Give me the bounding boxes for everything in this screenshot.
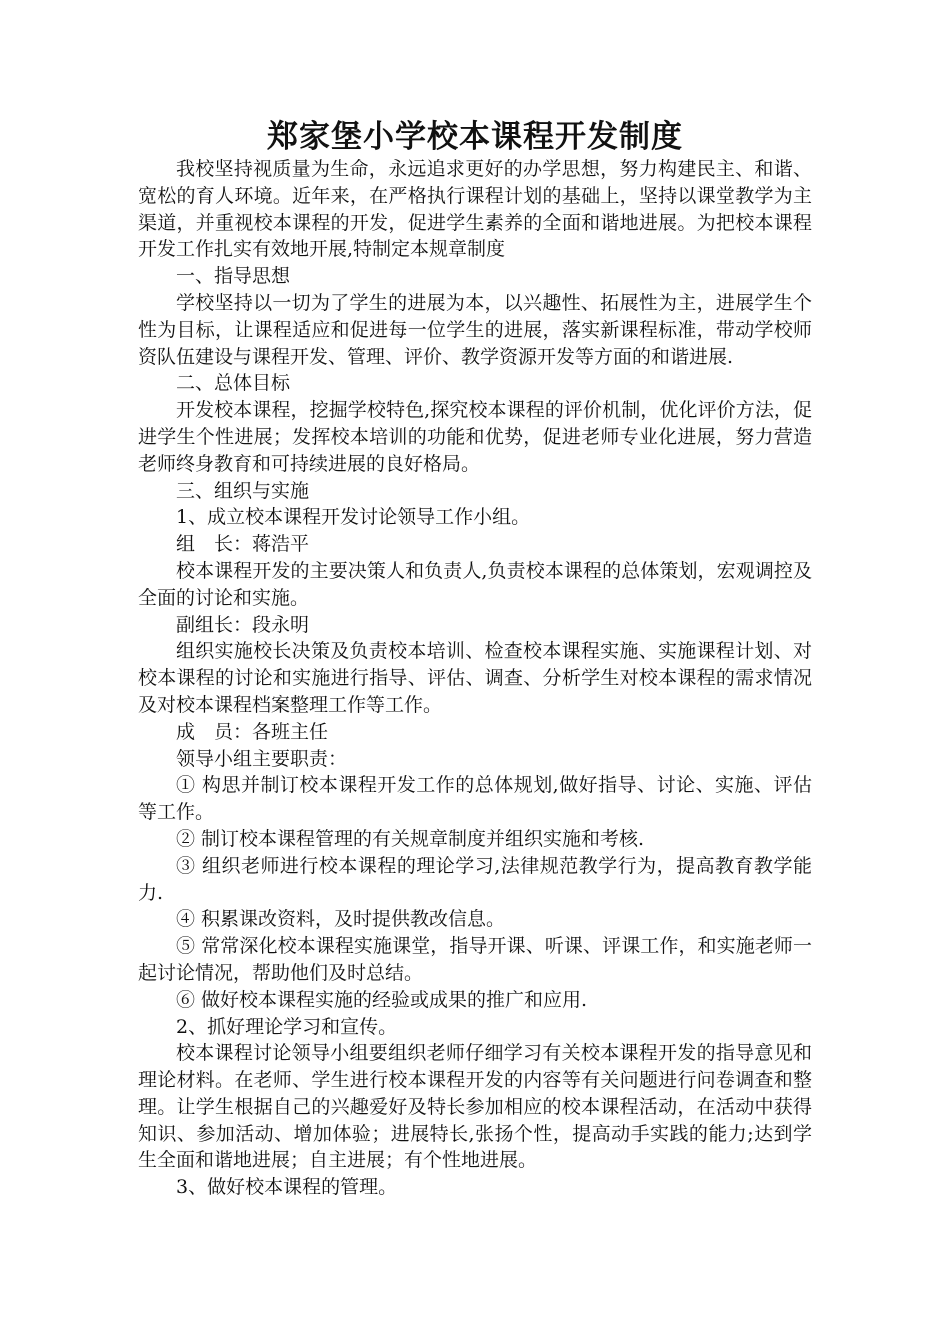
heading-overall-goal: 二、总体目标 bbox=[176, 372, 291, 395]
deputy-leader: 副组长：段永明 bbox=[176, 613, 310, 636]
paragraph-theory-study: 校本课程讨论领导小组要组织老师仔细学习有关校本课程开发的指导意见和理论材料。在老师、学生进行校本课程开发的内容等有关问题进行问卷调查和整理。让学生根据自己的兴趣爱好及特长参加相应的校本课程活动，在活动中获得知识、参加活动、增加体验；进展特长,张扬个性，提高动手实践的能力;达到学生全面和谐地进展；自主进展；有个性地进展。 bbox=[138, 1042, 812, 1172]
group-members: 成 员：各班主任 bbox=[176, 720, 329, 743]
duty-item: ⑤ 常常深化校本课程实施课堂，指导开课、听课、评课工作，和实施老师一起讨论情况，帮助他们及时总结。 bbox=[138, 935, 812, 984]
duty-item: ① 构思并制订校本课程开发工作的总体规划,做好指导、讨论、实施、评估等工作。 bbox=[138, 774, 812, 824]
paragraph-guiding-thought: 学校坚持以一切为了学生的进展为本，以兴趣性、拓展性为主，进展学生个性为目标，让课程适应和促进每一位学生的进展，落实新课程标准，带动学校师资队伍建设与课程开发、管理、评价、教学资源开发等方面的和谐进展. bbox=[138, 291, 812, 368]
paragraph-intro: 我校坚持视质量为生命，永远追求更好的办学思想，努力构建民主、和谐、宽松的育人环境。近年来，在严格执行课程计划的基础上，坚持以课堂教学为主渠道，并重视校本课程的开发，促进学生素养的全面和谐地进展。为把校本课程开发工作扎实有效地开展,特制定本规章制度 bbox=[138, 158, 812, 261]
heading-guiding-thought: 一、指导思想 bbox=[176, 265, 291, 288]
item-1-leading-group: 1、成立校本课程开发讨论领导工作小组。 bbox=[176, 506, 531, 529]
item-3-management: 3、做好校本课程的管理。 bbox=[176, 1176, 398, 1199]
duty-item: ⑥ 做好校本课程实施的经验或成果的推广和应用. bbox=[176, 988, 588, 1011]
group-leader: 组 长：蒋浩平 bbox=[176, 533, 310, 556]
item-2-theory-study: 2、抓好理论学习和宣传。 bbox=[176, 1015, 398, 1038]
document-body bbox=[138, 156, 812, 1201]
deputy-leader-duty: 组织实施校长决策及负责校本培训、检查校本课程实施、实施课程计划、对校本课程的讨论和实施进行指导、评估、调查、分析学生对校本课程的需求情况及对校本课程档案整理工作等工作。 bbox=[138, 640, 812, 716]
document-title: 郑家堡小学校本课程开发制度 bbox=[267, 119, 683, 155]
group-leader-duty: 校本课程开发的主要决策人和负责人,负责校本课程的总体策划，宏观调控及全面的讨论和实施。 bbox=[138, 559, 812, 609]
heading-organization: 三、组织与实施 bbox=[176, 479, 310, 502]
paragraph-overall-goal: 开发校本课程，挖掘学校特色,探究校本课程的评价机制，优化评价方法，促进学生个性进展；发挥校本培训的功能和优势，促进老师专业化进展，努力营造老师终身教育和可持续进展的良好格局。 bbox=[138, 399, 812, 475]
duty-item: ④ 积累课改资料，及时提供教改信息。 bbox=[176, 908, 506, 931]
duty-item: ③ 组织老师进行校本课程的理论学习,法律规范教学行为，提高教育教学能力. bbox=[138, 854, 812, 904]
duty-item: ② 制订校本课程管理的有关规章制度并组织实施和考核. bbox=[176, 827, 645, 850]
main-duties-heading: 领导小组主要职责： bbox=[176, 747, 348, 770]
